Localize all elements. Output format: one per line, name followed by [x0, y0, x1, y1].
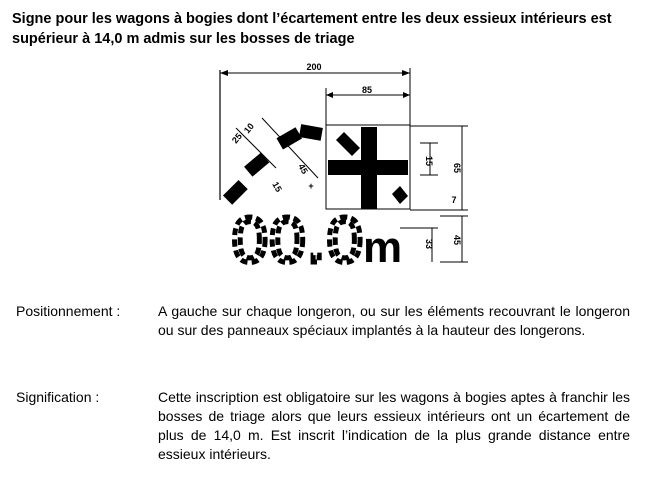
section-label: Signification :: [16, 389, 100, 405]
section-positionnement: [16, 302, 636, 362]
dim-text-height-small: 33: [424, 238, 434, 250]
section-text: A gauche sur chaque longeron, ou sur les éléments recouvrant le longeron ou sur des panneaux spéciaux implantés à la hauteur des longerons.: [158, 303, 630, 338]
dim-arc-d2: 10: [241, 121, 256, 136]
value-text: 00.0: [232, 204, 365, 276]
unit-text: m: [363, 223, 403, 272]
dim-total-width: 200: [306, 62, 322, 72]
dim-arc-d3: 45: [296, 162, 310, 176]
dim-arc-d1: 25: [229, 131, 244, 146]
dim-cross-height: 65: [452, 162, 462, 174]
dim-text-height: 45: [452, 234, 462, 246]
dim-arc-d4: 15: [270, 180, 284, 194]
dim-cross-width: 85: [361, 85, 373, 95]
section-signification: [16, 388, 636, 468]
dim-gap: 7: [451, 195, 457, 205]
page-title: Signe pour les wagons à bogies dont l’écartement entre les deux essieux intérieurs est supérieur à 14,0 m admis sur les bosses de triage: [12, 11, 612, 47]
cross-symbol: [328, 127, 408, 209]
section-text: Cette inscription est obligatoire sur les wagons à bogies aptes à franchir les bosses de triage alors que leurs essieux intérieurs ont un écartement de plus de 14,0 m. Est inscrit l’indication de la plus grande distance entre essieux intérieurs.: [158, 389, 630, 462]
section-label: Positionnement :: [16, 303, 121, 319]
dim-cross-arm: 15: [424, 155, 434, 167]
svg-text:+: +: [308, 181, 314, 191]
